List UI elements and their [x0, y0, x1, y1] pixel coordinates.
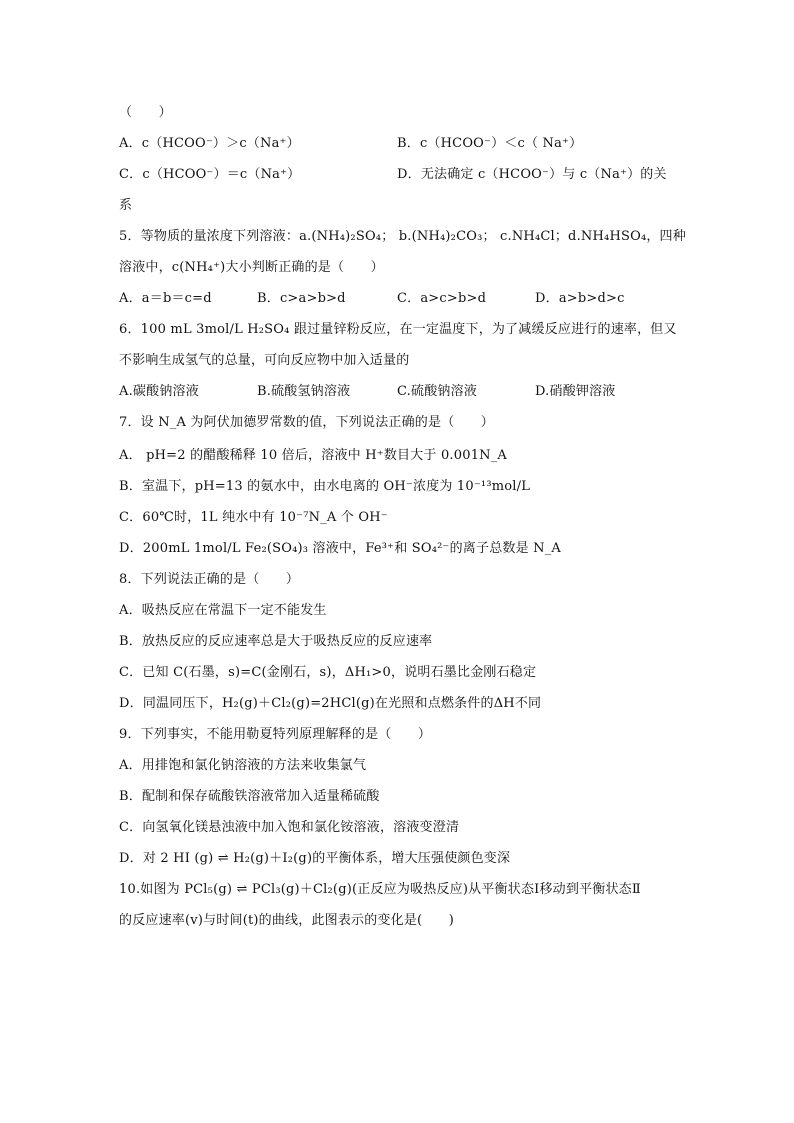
q7-option-b: B．室温下，pH=13 的氨水中，由水电离的 OH⁻浓度为 10⁻¹³mol/L — [119, 479, 531, 494]
q7-option-c: C．60℃时，1L 纯水中有 10⁻⁷N_A 个 OH⁻ — [119, 510, 388, 525]
q4-option-c: C．c（HCOO⁻）＝c（Na⁺） — [119, 167, 301, 182]
q8-stem: 8．下列说法正确的是（ ） — [119, 572, 300, 587]
q6-stem: 6．100 mL 3mol/L H₂SO₄ 跟过量锌粉反应，在一定温度下，为了减缓反应进行的速率，但又 — [119, 322, 677, 337]
q9-option-d: D．对 2 HI (g) ⇌ H₂(g)＋I₂(g)的平衡体系，增大压强使颜色变深 — [119, 851, 511, 866]
q4-answer-bracket: （ ） — [119, 105, 172, 120]
q6-option-c: C.硫酸钠溶液 — [397, 384, 478, 399]
q4-option-d-continued: 系 — [119, 198, 133, 213]
q9-option-b: B．配制和保存硫酸铁溶液常加入适量稀硫酸 — [119, 789, 380, 804]
q4-option-d: D．无法确定 c（HCOO⁻）与 c（Na⁺）的关 — [397, 167, 667, 182]
q6-option-b: B.硫酸氢钠溶液 — [257, 384, 351, 399]
q5-option-d: D．a>b>d>c — [535, 291, 625, 306]
q4-option-b: B．c（HCOO⁻）＜c（ Na⁺） — [397, 136, 583, 151]
q9-option-a: A．用排饱和氯化钠溶液的方法来收集氯气 — [119, 758, 367, 773]
q5-option-c: C．a>c>b>d — [397, 291, 487, 306]
q7-option-a: A． pH=2 的醋酸稀释 10 倍后，溶液中 H⁺数目大于 0.001N_A — [119, 448, 508, 463]
q5-stem: 5．等物质的量浓度下列溶液：a.(NH₄)₂SO₄； b.(NH₄)₂CO₃； c.NH₄Cl；d.NH₄HSO₄，四种 — [119, 229, 686, 244]
q8-option-d: D．同温同压下，H₂(g)＋Cl₂(g)=2HCl(g)在光照和点燃条件的ΔH不同 — [119, 696, 542, 711]
q5-option-b: B．c>a>b>d — [257, 291, 346, 306]
q9-stem: 9．下列事实，不能用勒夏特列原理解释的是（ ） — [119, 727, 432, 742]
q7-option-d: D．200mL 1mol/L Fe₂(SO₄)₃ 溶液中，Fe³⁺和 SO₄²⁻的离子总数是 N_A — [119, 541, 561, 556]
q6-stem-continued: 不影响生成氢气的总量，可向反应物中加入适量的 — [119, 353, 410, 368]
q9-option-c: C．向氢氧化镁悬浊液中加入饱和氯化铵溶液，溶液变澄清 — [119, 820, 460, 835]
q6-option-d: D.硝酸钾溶液 — [535, 384, 616, 399]
q10-stem: 10.如图为 PCl₅(g) ⇌ PCl₃(g)＋Cl₂(g)(正反应为吸热反应)从平衡状态Ⅰ移动到平衡状态Ⅱ — [119, 882, 641, 897]
q4-option-a: A．c（HCOO⁻）＞c（Na⁺） — [119, 136, 300, 151]
q8-option-a: A．吸热反应在常温下一定不能发生 — [119, 603, 327, 618]
q8-option-b: B．放热反应的反应速率总是大于吸热反应的反应速率 — [119, 634, 433, 649]
q6-option-a: A.碳酸钠溶液 — [119, 384, 199, 399]
q7-stem: 7．设 N_A 为阿伏加德罗常数的值，下列说法正确的是（ ） — [119, 415, 494, 430]
q10-stem-continued: 的反应速率(v)与时间(t)的曲线，此图表示的变化是( ) — [119, 913, 454, 928]
q8-option-c: C．已知 C(石墨，s)=C(金刚石，s)，ΔH₁>0，说明石墨比金刚石稳定 — [119, 665, 537, 680]
q5-stem-continued: 溶液中，c(NH₄⁺)大小判断正确的是（ ） — [119, 260, 384, 275]
q5-option-a: A．a＝b＝c=d — [119, 291, 212, 306]
